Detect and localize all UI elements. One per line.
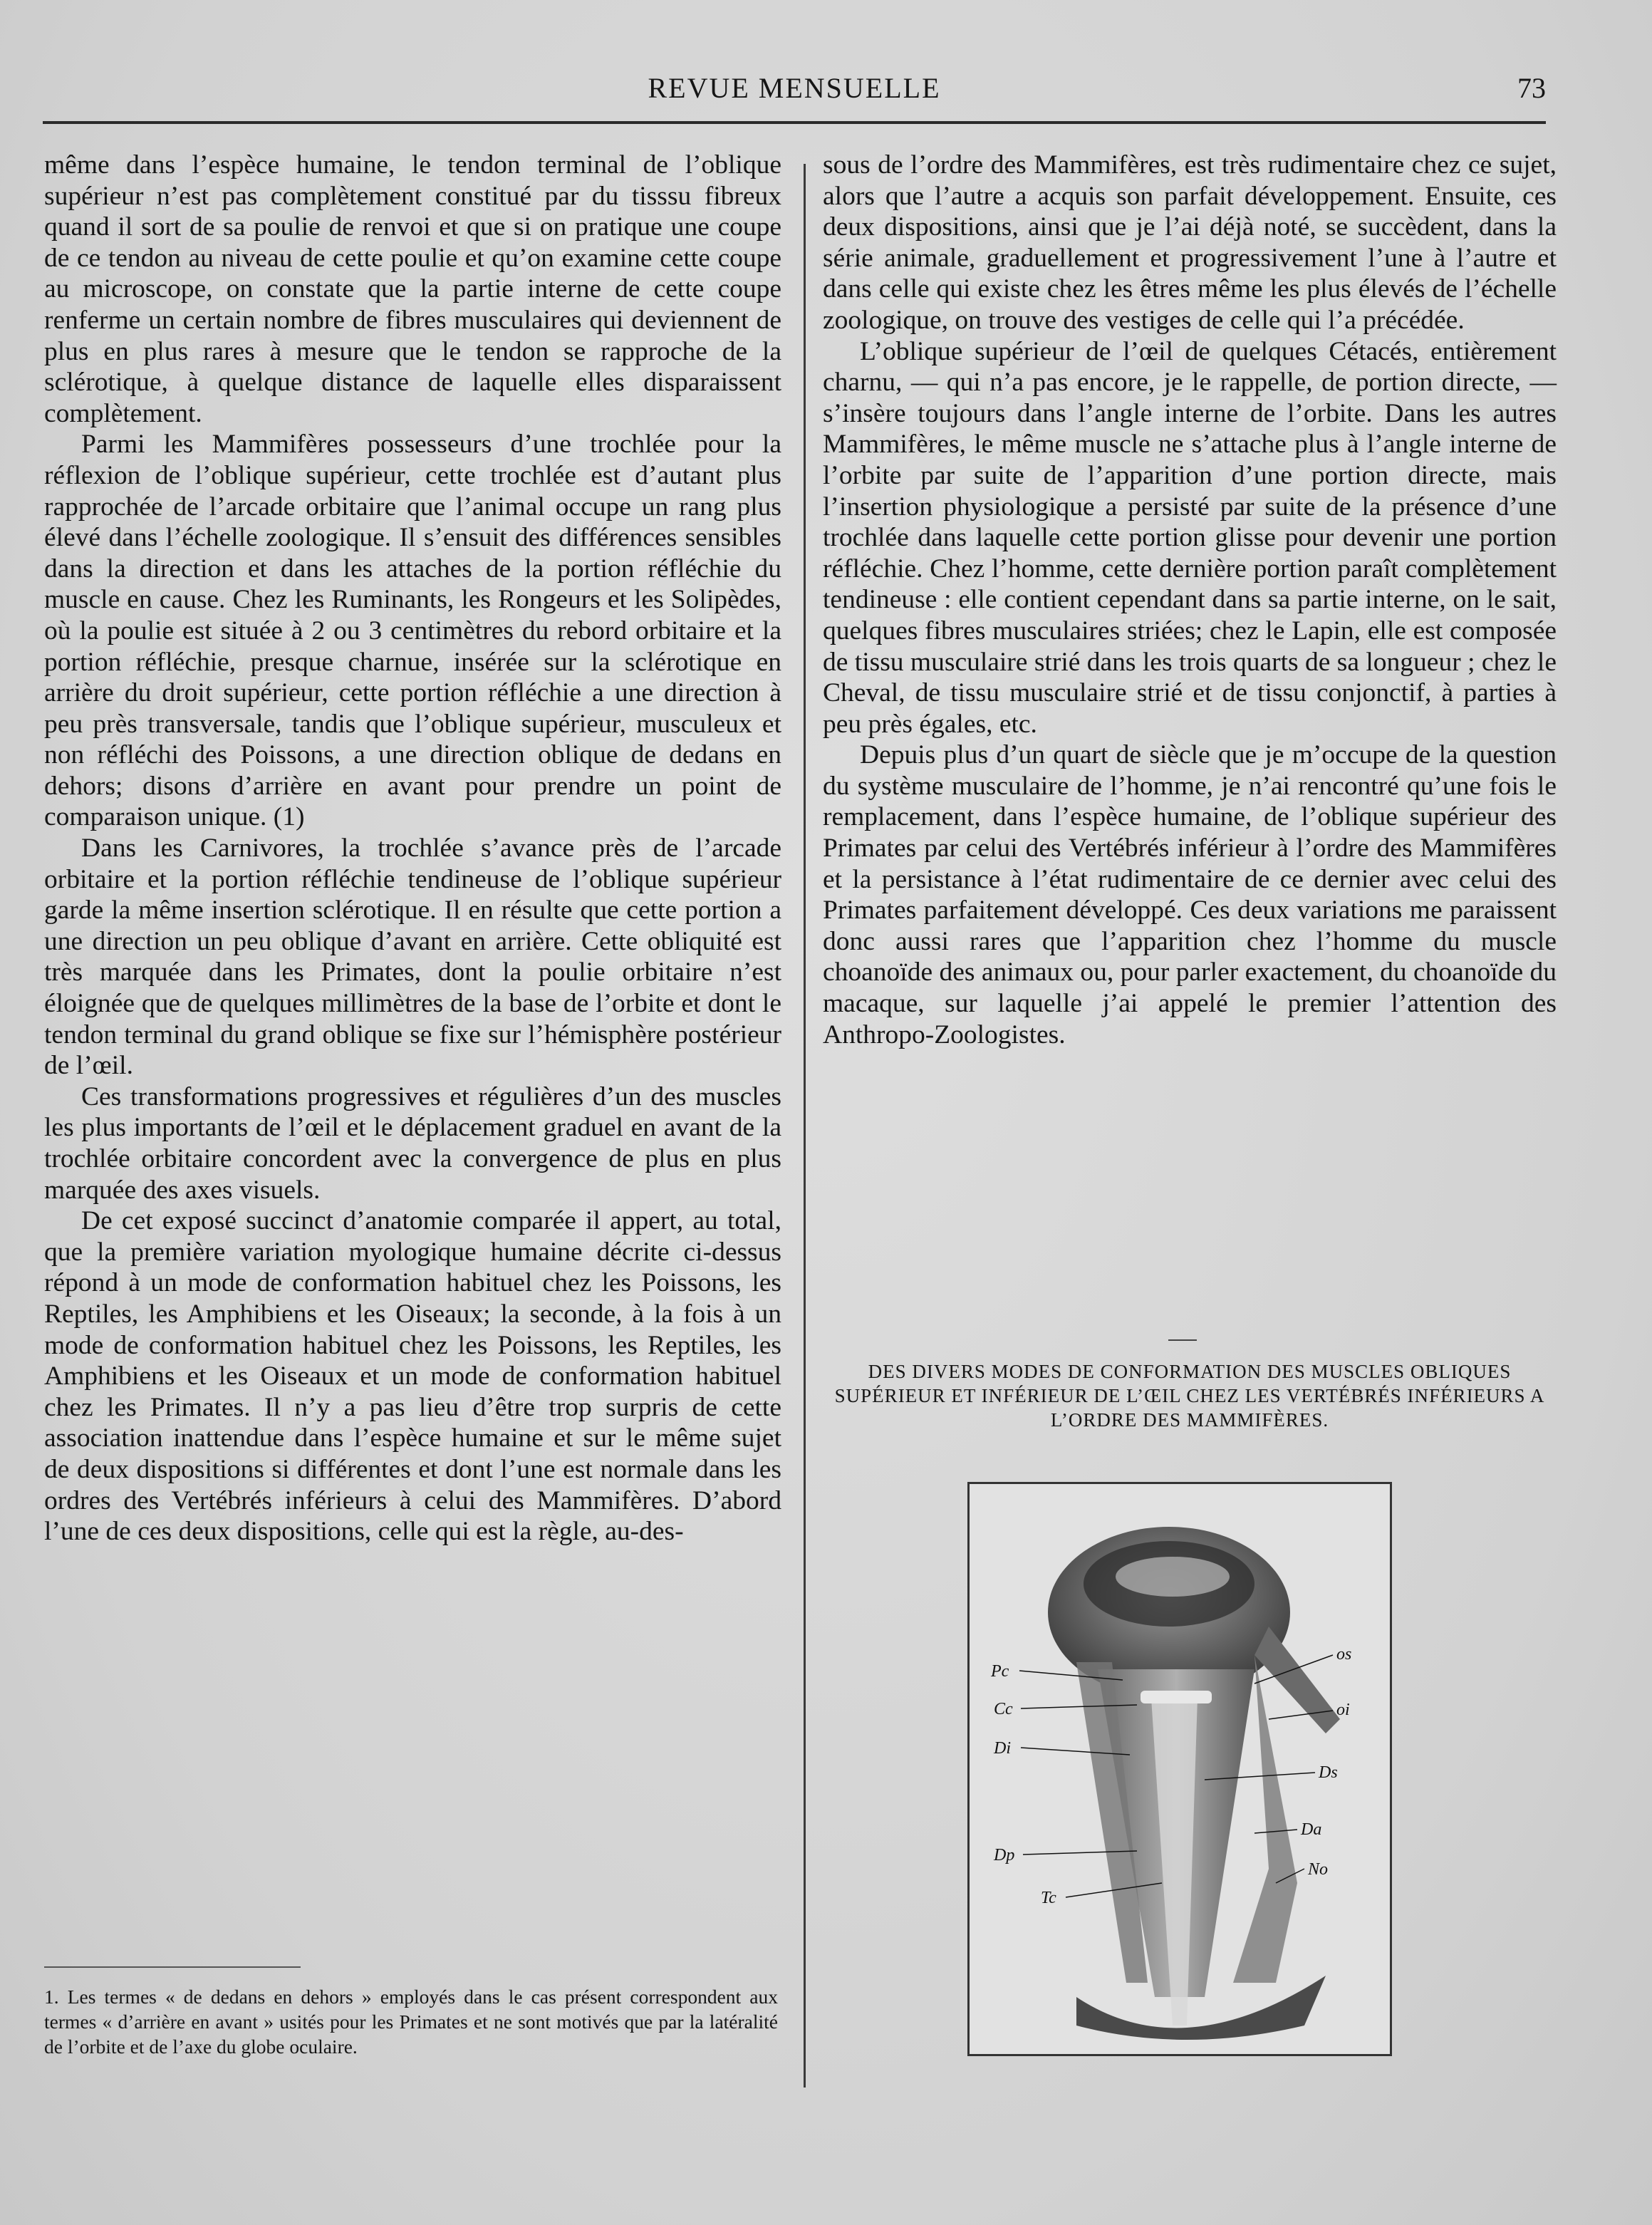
paragraph: Depuis plus d’un quart de siècle que je m’occupe de la question du système musculaire de l’homme, je n’ai rencontré qu’une fois le remplacement, dans l’espèce humaine, de l’oblique supérieur des Primates par celui des Vertébrés inférieur à l’ordre des Mammifères et la persistance à l’état rudimentaire de ce dernier avec celui des Primates parfaitement développé. Ces deux variations me paraissent donc aussi rares que l’apparition chez l’homme du muscle choanoïde des animaux ou, pour parler exactement, du choanoïde du macaque, sur laquelle j’ai appelé le premier l’attention des Anthropo-Zoologistes.: [823, 740, 1557, 1049]
left-column: [44, 150, 781, 1547]
page-number: 73: [1517, 72, 1546, 104]
label-tc: Tc: [1041, 1889, 1056, 1907]
paragraph: De cet exposé succinct d’anatomie comparée il appert, au total, que la première variation myologique humaine décrite ci-dessus répond à un mode de conformation habituel chez les Poissons, les Reptiles, les Amphibiens et les Oiseaux; la seconde, à la fois à un mode de conformation habituel chez les Poissons, les Reptiles, les Amphibiens et les Oiseaux et un mode de conformation habituel chez les Primates. Il n’y a pas lieu d’être trop surpris de cette association inattendue dans l’espèce humaine et sur le même sujet de deux dispositions si différentes et dont l’une est normale dans les ordres des Vertébrés inférieurs à celui des Mammifères. D’abord l’une de ces deux dispositions, celle qui est la règle, au-des-: [44, 1206, 781, 1547]
label-cc: Cc: [994, 1700, 1013, 1718]
paragraph: sous de l’ordre des Mammifères, est très rudimentaire chez ce sujet, alors que l’autre a acquis son parfait développement. Ensuite, ces deux dispositions, ainsi que je l’ai déjà noté, se succèdent, dans la série animale, graduellement et progressivement l’une à l’autre et dans celle qui existe chez les êtres même les plus élevés de l’échelle zoologique, on trouve des vestiges de celle qui l’a précédée.: [823, 150, 1557, 335]
column-separator: [804, 164, 806, 2087]
paragraph: Dans les Carnivores, la trochlée s’avance près de l’arcade orbitaire et la portion réfléchie tendineuse de l’oblique supérieur garde la même insertion sclérotique. Il en résulte que cette portion a une direction un peu oblique d’avant en arrière. Cette obliquité est très marquée dans les Primates, dont la poulie orbitaire n’est éloignée que de quelques millimètres de la base de l’orbite et dont le tendon terminal du grand oblique se fixe sur l’hémisphère postérieur de l’œil.: [44, 834, 781, 1081]
paragraph: L’oblique supérieur de l’œil de quelques Cétacés, entièrement charnu, — qui n’a pas encore, je le rappelle, de portion directe, — s’insère toujours dans l’angle interne de l’orbite. Dans les autres Mammifères, le même muscle ne s’attache plus à l’angle interne de l’orbite par suite de l’apparition d’une portion directe, mais l’insertion physiologique a persisté par suite de la présence d’une trochlée dans laquelle cette portion glisse pour devenir une portion réfléchie. Chez l’homme, cette dernière portion paraît complètement tendineuse : elle contient cependant dans sa partie interne, on le sait, quelques fibres musculaires striées; chez le Lapin, elle est composée de tissu musculaire strié dans les trois quarts de sa longueur ; chez le Cheval, de tissu musculaire strié et de tissu conjonctif, à parties à peu près égales, etc.: [823, 336, 1557, 739]
paragraph: Ces transformations progressives et régulières d’un des muscles les plus importants de l’œil et le déplacement graduel en avant de la trochlée orbitaire concordent avec la convergence de plus en plus marquée des axes visuels.: [44, 1082, 781, 1205]
paragraph: Parmi les Mammifères possesseurs d’une trochlée pour la réflexion de l’oblique supérieur, cette trochlée est d’autant plus rapprochée de l’arcade orbitaire que l’animal occupe un rang plus élevé dans l’échelle zoologique. Il s’ensuit des différences sensibles dans la direction et dans les attaches de la portion réfléchie du muscle en cause. Chez les Ruminants, les Rongeurs et les Solipèdes, où la poulie est située à 2 ou 3 centimètres du rebord orbitaire et la portion réfléchie, presque charnue, insérée sur la sclérotique en arrière du droit supérieur, cette portion réfléchie a une direction à peu près transversale, tandis que l’oblique supérieur, musculeux et non réfléchi des Poissons, a une direction oblique de dedans en dehors; disons d’arrière en avant pour prendre un point de comparaison unique. (1): [44, 430, 781, 832]
label-no: No: [1308, 1860, 1329, 1879]
footnote-rule: [44, 1966, 301, 1968]
label-di: Di: [994, 1739, 1011, 1758]
running-header: [43, 66, 1546, 108]
paragraph: même dans l’espèce humaine, le tendon terminal de l’oblique supérieur n’est pas complètement constitué par du tisssu fibreux quand il sort de sa poulie de renvoi et que si on pratique une coupe de ce tendon au niveau de cette poulie et qu’on examine cette coupe au microscope, on constate que la partie interne de cette coupe renferme un certain nombre de fibres musculaires qui deviennent de plus en plus rares à mesure que le tendon se rapproche de la sclérotique, à quelque distance de laquelle elles disparaissent complètement.: [44, 150, 781, 428]
journal-title: REVUE MENSUELLE: [648, 72, 941, 104]
eye-muscle-illustration: [970, 1484, 1390, 2054]
eye-muscle-figure: [967, 1482, 1392, 2056]
figure-caption: DES DIVERS MODES DE CONFORMATION DES MUSCLES OBLIQUES SUPÉRIEUR ET INFÉRIEUR DE L’ŒIL CHEZ LES VERTÉBRÉS INFÉRIEURS A L’ORDRE DES MAMMIFÈRES.: [834, 1361, 1545, 1431]
header-rule: [43, 121, 1546, 124]
label-dp: Dp: [994, 1846, 1015, 1864]
label-da: Da: [1301, 1820, 1322, 1839]
section-dash: [1168, 1339, 1197, 1341]
right-column: [823, 150, 1557, 1050]
label-oi: oi: [1336, 1701, 1350, 1719]
label-os: os: [1336, 1645, 1352, 1664]
label-ds: Ds: [1319, 1763, 1338, 1782]
label-pc: Pc: [991, 1662, 1009, 1681]
footnote: 1. Les termes « de dedans en dehors » employés dans le cas présent correspondent aux termes « d’arrière en avant » usités pour les Primates et ne sont motivés que par la latéralité de l’orbite et de l’axe du globe oculaire.: [44, 1986, 778, 2058]
